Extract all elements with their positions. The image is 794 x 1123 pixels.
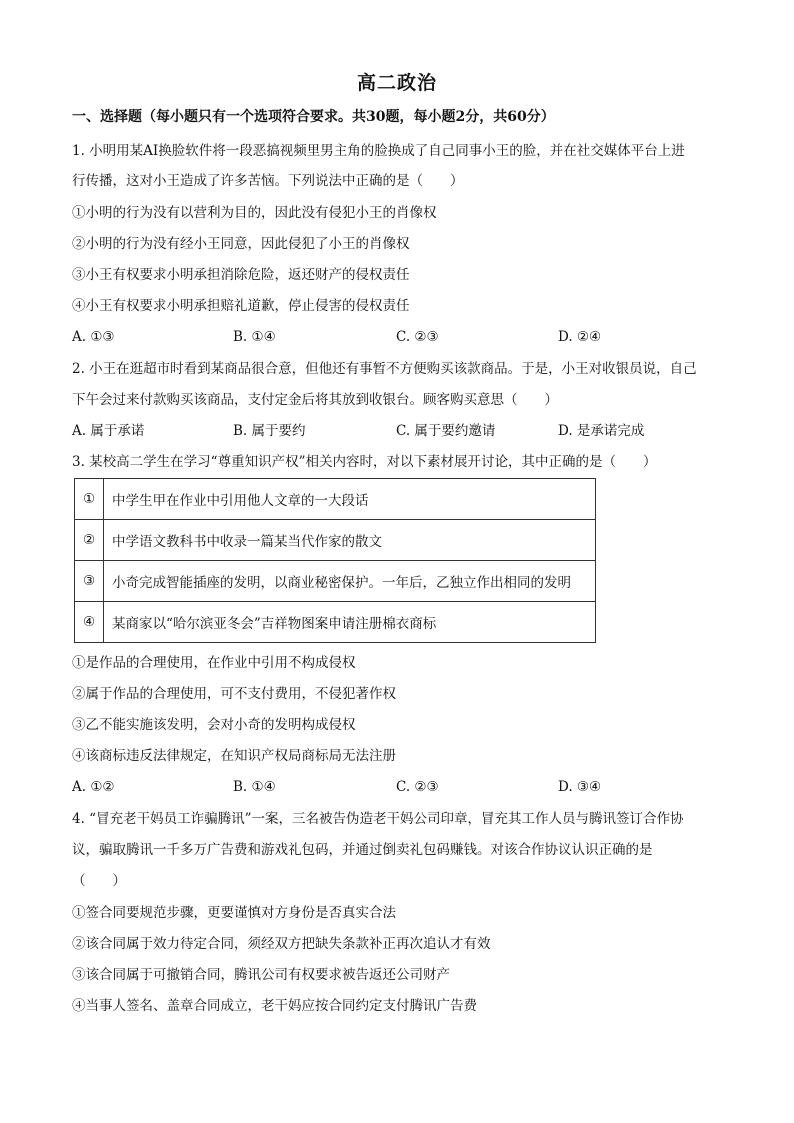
q1-stem-line-1: 1. 小明用某AI换脸软件将一段恶搞视频里男主角的脸换成了自己同事小王的脸，并在社交媒体平台上进	[72, 143, 685, 159]
table-row	[75, 520, 596, 561]
q3-option-c: C. ②③	[396, 779, 439, 795]
q1-stem-line-2: 行传播，这对小王造成了许多苦恼。下列说法中正确的是（ ）	[72, 173, 464, 189]
q3-item-3: ③乙不能实施该发明，会对小奇的发明构成侵权	[72, 717, 356, 733]
q1-item-3: ③小王有权要求小明承担消除危险，返还财产的侵权责任	[72, 267, 410, 283]
q4-item-2: ②该合同属于效力待定合同，须经双方把缺失条款补正再次追认才有效	[72, 936, 491, 952]
page-title: 高二政治	[356, 72, 437, 94]
table-row-text: 中学语文教科书中收录一篇某当代作家的散文	[104, 520, 596, 561]
q2-stem-line-2: 下午会过来付款购买该商品，支付定金后将其放到收银台。顾客购买意思（ ）	[72, 392, 558, 408]
table-row-text: 小奇完成智能插座的发明，以商业秘密保护。一年后，乙独立作出相同的发明	[104, 561, 596, 602]
q1-option-b: B. ①④	[233, 329, 276, 345]
q3-stem: 3. 某校高二学生在学习“尊重知识产权”相关内容时，对以下素材展开讨论，其中正确的是（ ）	[72, 454, 657, 470]
table-row-number: ②	[75, 520, 104, 561]
q1-option-c: C. ②③	[396, 329, 439, 345]
q2-option-d: D. 是承诺完成	[558, 423, 645, 439]
table-row-number: ①	[75, 479, 104, 520]
q3-option-d: D. ③④	[558, 779, 602, 795]
q2-stem-line-1: 2. 小王在逛超市时看到某商品很合意，但他还有事暂不方便购买该款商品。于是，小王对收银员说，自己	[72, 361, 697, 377]
q4-item-3: ③该合同属于可撤销合同，腾讯公司有权要求被告返还公司财产	[72, 967, 450, 983]
table-row-text: 某商家以“哈尔滨亚冬会”吉祥物图案申请注册棉衣商标	[104, 602, 596, 643]
q1-option-d: D. ②④	[558, 329, 602, 345]
q3-material-table	[74, 478, 596, 643]
q4-stem-line-1: 4. “冒充老干妈员工诈骗腾讯”一案，三名被告伪造老干妈公司印章，冒充其工作人员与腾讯签订合作协	[72, 811, 684, 827]
table-row-number: ③	[75, 561, 104, 602]
q3-item-4: ④该商标违反法律规定，在知识产权局商标局无法注册	[72, 748, 396, 764]
table-row	[75, 561, 596, 602]
q3-option-b: B. ①④	[233, 779, 276, 795]
q4-stem-line-2: 议，骗取腾讯一千多万广告费和游戏礼包码，并通过倒卖礼包码赚钱。对该合作协议认识正确的是	[72, 842, 653, 858]
q3-option-a: A. ①②	[72, 779, 115, 795]
q1-item-1: ①小明的行为没有以营利为目的，因此没有侵犯小王的肖像权	[72, 205, 437, 221]
q4-item-4: ④当事人签名、盖章合同成立，老干妈应按合同约定支付腾讯广告费	[72, 998, 477, 1014]
q2-option-b: B. 属于要约	[233, 423, 306, 439]
table-row	[75, 479, 596, 520]
q2-option-a: A. 属于承诺	[72, 423, 145, 439]
q1-item-2: ②小明的行为没有经小王同意，因此侵犯了小王的肖像权	[72, 236, 410, 252]
q4-item-1: ①签合同要规范步骤，更要谨慎对方身份是否真实合法	[72, 905, 396, 921]
table-row-number: ④	[75, 602, 104, 643]
table-row-text: 中学生甲在作业中引用他人文章的一大段话	[104, 479, 596, 520]
q1-item-4: ④小王有权要求小明承担赔礼道歉，停止侵害的侵权责任	[72, 298, 410, 314]
q4-stem-line-3: （ ）	[72, 873, 126, 889]
q2-option-c: C. 属于要约邀请	[396, 423, 496, 439]
section-heading: 一、选择题（每小题只有一个选项符合要求。共30题，每小题2分，共60分）	[72, 109, 555, 125]
table-row	[75, 602, 596, 643]
q3-item-2: ②属于作品的合理使用，可不支付费用，不侵犯著作权	[72, 686, 396, 702]
q1-option-a: A. ①③	[72, 329, 115, 345]
q3-item-1: ①是作品的合理使用，在作业中引用不构成侵权	[72, 655, 356, 671]
